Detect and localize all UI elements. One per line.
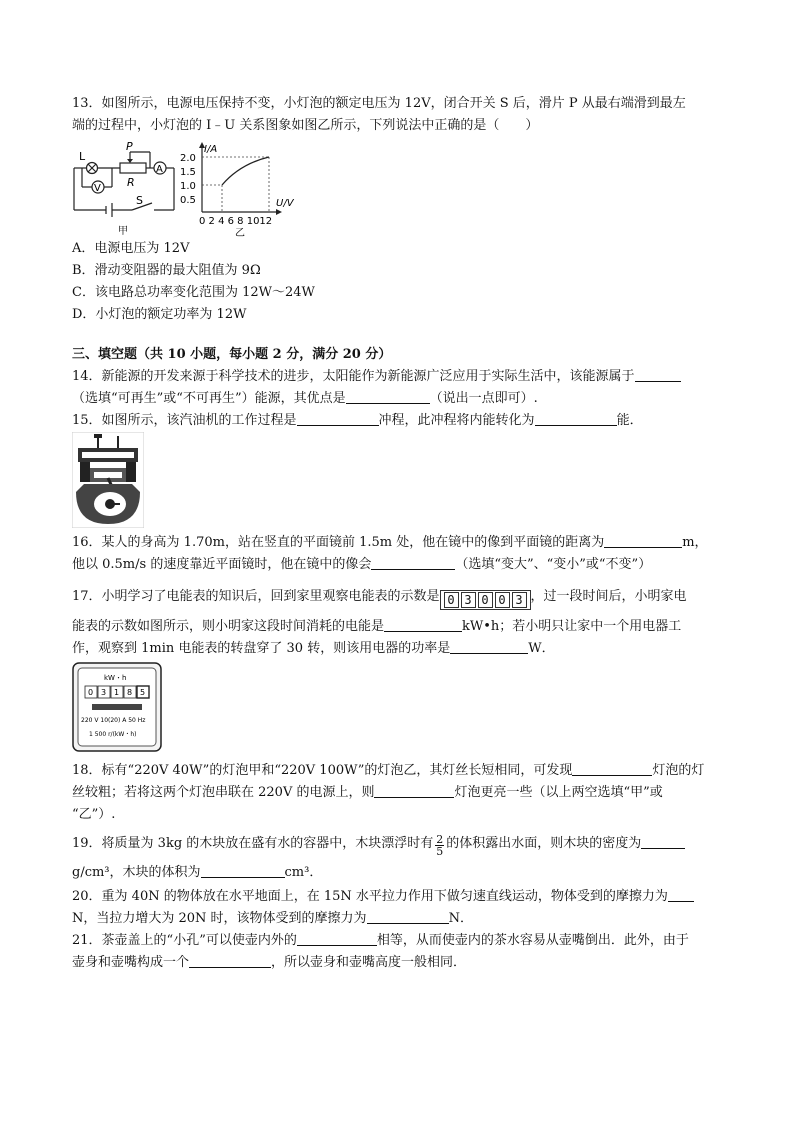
q13-line1: 13．如图所示，电源电压保持不变，小灯泡的额定电压为 12V，闭合开关 S 后，滑片 P 从最右端滑到最左 <box>72 96 686 111</box>
fraction: $\frac{2}{5}$ <box>436 833 444 858</box>
q18-line1: 18．标有“220V 40W”的灯泡甲和“220V 100W”的灯泡乙，其灯丝长短相同，可发现 灯泡的灯 <box>72 763 705 778</box>
blank <box>641 835 685 849</box>
q19-line2: g/cm³，木块的体积为 cm³． <box>72 865 323 880</box>
blank <box>367 910 449 924</box>
blank <box>201 864 285 878</box>
meter-unit: kW・h <box>104 674 127 682</box>
meter-spec1: 220 V 10(20) A 50 Hz <box>81 717 146 724</box>
caption-yi: 乙 <box>235 228 245 238</box>
meter-digit: 3 <box>101 688 107 697</box>
q16-line2: 他以 0.5m/s 的速度靠近平面镜时，他在镜中的像会 （选填“变大”、“变小”或“不变”） <box>72 557 652 572</box>
q16-line1: 16．某人的身高为 1.70m，站在竖直的平面镜前 1.5m 处，他在镜中的像到平面镜的距离为 m， <box>72 535 708 550</box>
y-axis-label: I/A <box>204 144 218 155</box>
ytick: 0.5 <box>180 195 196 206</box>
label-R: R <box>127 176 135 189</box>
ammeter-label: A <box>156 164 163 175</box>
circuit-diagram <box>70 140 180 238</box>
q17-line2: 能表的示数如图所示，则小明家这段时间消耗的电能是 kW•h；若小明只让家中一个用电器工 <box>72 619 682 634</box>
q21-line2: 壶身和壶嘴构成一个 ，所以壶身和壶嘴高度一般相同． <box>72 955 467 970</box>
blank <box>189 954 271 968</box>
iu-graph <box>180 140 300 238</box>
ytick: 2.0 <box>180 153 196 164</box>
electricity-meter <box>72 662 162 752</box>
voltmeter-label: V <box>94 183 101 194</box>
switch-label: S <box>136 194 143 207</box>
q13-option-b: B．滑动变阻器的最大阻值为 9Ω <box>72 263 261 278</box>
q18-line2: 丝较粗；若将这两个灯泡串联在 220V 的电源上，则 灯泡更亮一些（以上两空选填“甲”或 <box>72 785 663 800</box>
blank <box>297 412 379 426</box>
q21-line1: 21．茶壶盖上的“小孔”可以使壶内外的 相等，从而使壶内的茶水容易从壶嘴倒出．此外，由于 <box>72 933 689 948</box>
xticks: 0 2 4 6 8 1012 <box>199 216 273 227</box>
blank <box>572 762 652 776</box>
blank <box>374 784 454 798</box>
meter-spec2: 1 500 r/(kW・h) <box>89 731 137 738</box>
blank <box>604 534 682 548</box>
meter-digit: 0 <box>88 688 94 697</box>
iu-curve <box>222 157 269 185</box>
q19-line1: 19．将质量为 3kg 的木块放在盛有水的容器中，木块漂浮时有 $\frac{2}{5}$ 的体积露出水面，则木块的密度为 <box>72 834 685 857</box>
q20-line1: 20．重为 40N 的物体放在水平地面上，在 15N 水平拉力作用下做匀速直线运动，物体受到的摩擦力为 <box>72 888 694 906</box>
q17-line3: 作，观察到 1min 电能表的转盘穿了 30 转，则该用电器的功率是 W． <box>72 641 555 656</box>
meter-digit: 1 <box>114 688 120 697</box>
blank <box>371 556 455 570</box>
blank <box>450 640 528 654</box>
q20-line2: N，当拉力增大为 20N 时，该物体受到的摩擦力为 N． <box>72 911 473 926</box>
x-axis-label: U/V <box>276 198 294 209</box>
q15-line: 15．如图所示，该汽油机的工作过程是 冲程，此冲程将内能转化为 能． <box>72 413 643 428</box>
label-L: L <box>79 150 86 163</box>
blank <box>535 412 617 426</box>
q14-line2: （选填“可再生”或“不可再生”）能源，其优点是 （说出一点即可）. <box>72 391 538 406</box>
blank <box>635 368 681 382</box>
q18-line3: “乙”）. <box>72 807 116 822</box>
caption-jia: 甲 <box>118 226 128 237</box>
q13-option-a: A．电源电压为 12V <box>72 241 190 256</box>
blank <box>297 932 377 946</box>
blank <box>346 390 430 404</box>
q14-line1: 14．新能源的开发来源于科学技术的进步，太阳能作为新能源广泛应用于实际生活中，该能源属于 <box>72 368 681 386</box>
q17-line1: 17．小明学习了电能表的知识后，回到家里观察电能表的示数是 0 3 0 0 3 ，过一段时间后，小明家电 <box>72 588 687 610</box>
q13-option-c: C．该电路总功率变化范围为 12W～24W <box>72 285 315 300</box>
meter-digit: 5 <box>140 688 146 697</box>
label-P: P <box>126 140 133 153</box>
meter-reading-box: 0 3 0 0 3 <box>440 590 531 610</box>
engine-figure <box>72 432 144 528</box>
q13-line2: 端的过程中，小灯泡的 I﹣U 关系图象如图乙所示，下列说法中正确的是（ ） <box>72 118 539 133</box>
section-title: 三、填空题（共 10 小题，每小题 2 分，满分 20 分） <box>72 347 392 362</box>
meter-digit: 8 <box>127 688 133 697</box>
q13-option-d: D．小灯泡的额定功率为 12W <box>72 307 247 322</box>
ytick: 1.0 <box>180 181 196 192</box>
blank <box>384 618 462 632</box>
ytick: 1.5 <box>180 167 196 178</box>
blank <box>668 888 694 902</box>
